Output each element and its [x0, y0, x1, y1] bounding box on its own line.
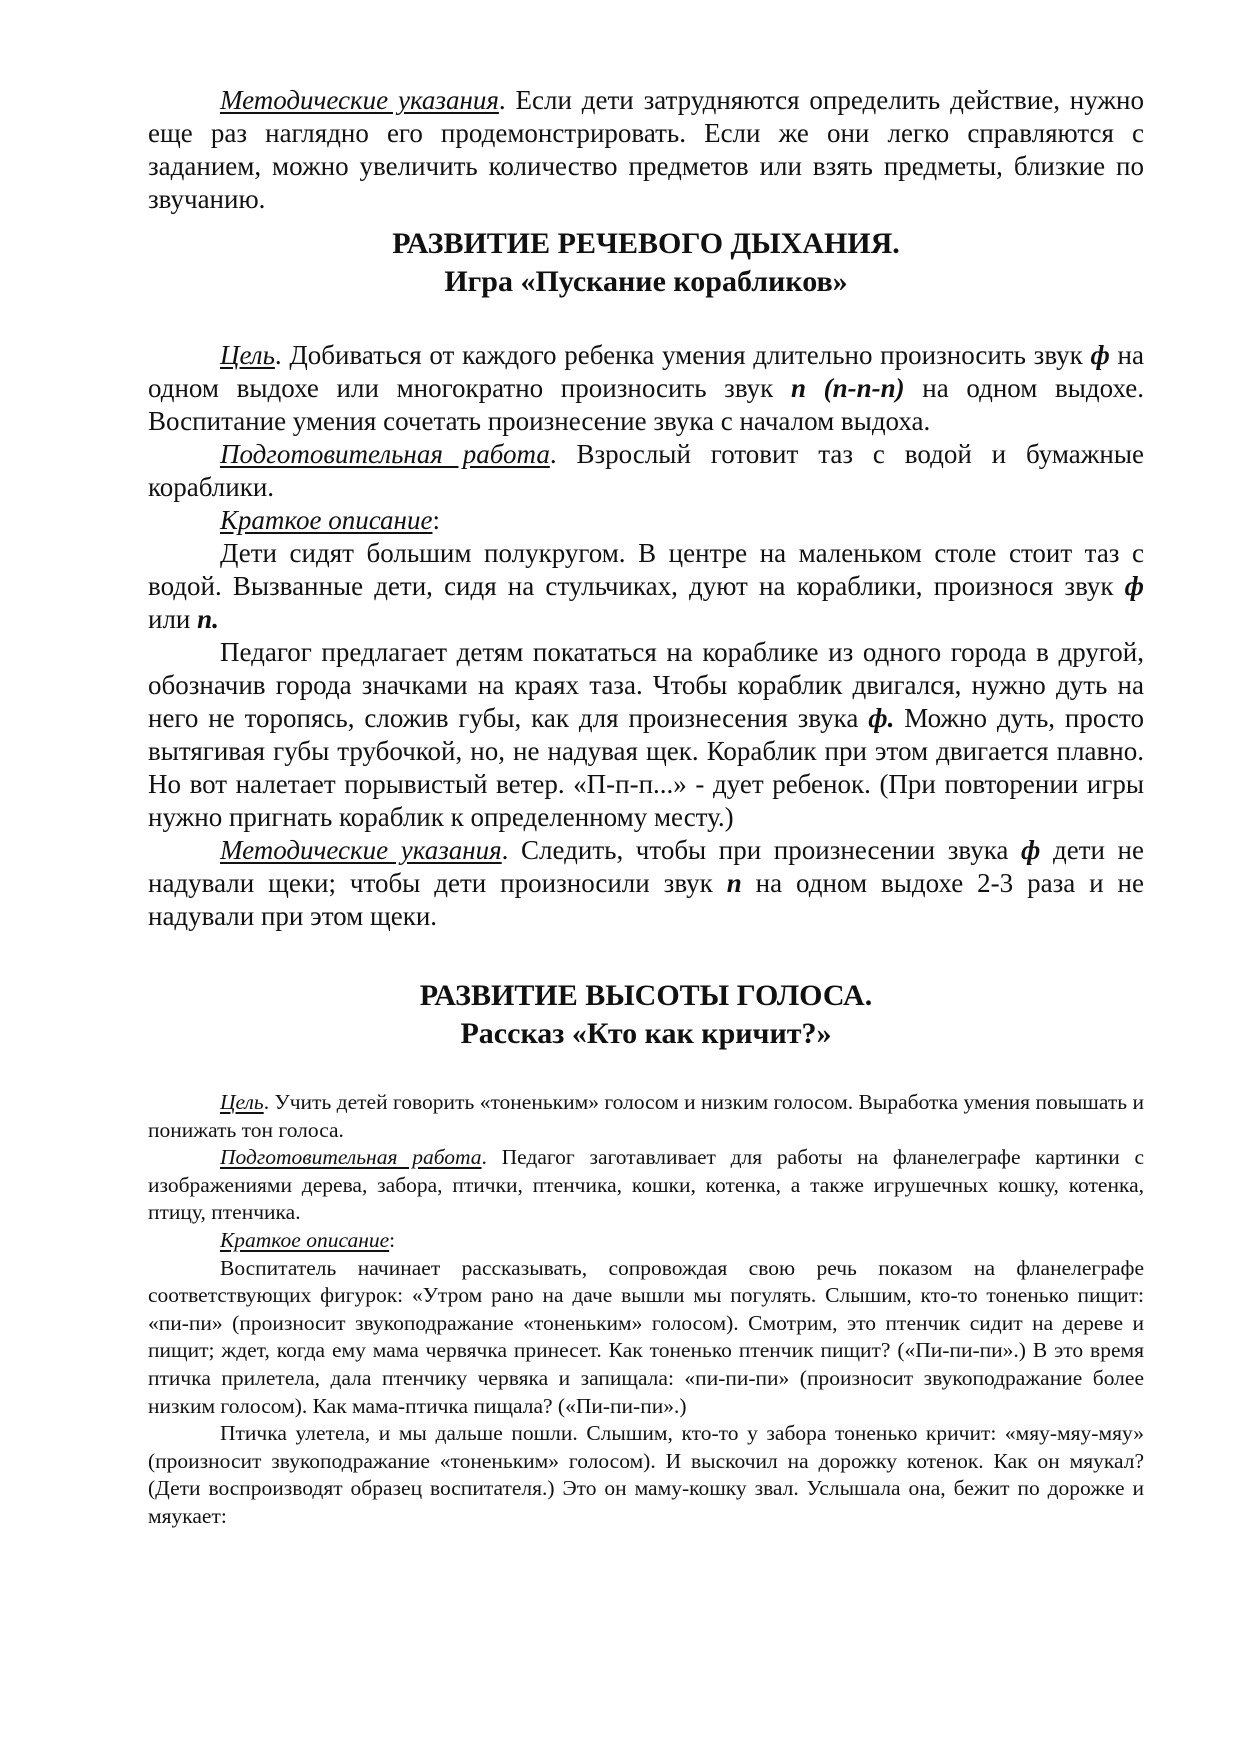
goal-text: . Учить детей говорить «тоненьким» голосом и низким голосом. Выработка умения повышать и понижать тон голоса. — [148, 1090, 1144, 1142]
section1-goal — [148, 339, 1144, 438]
goal-label: Цель — [220, 340, 275, 370]
section2-prep — [148, 1144, 1144, 1227]
desc-label: Краткое описание — [220, 1227, 390, 1252]
intro-text: . Если дети затрудняются определить действие, нужно еще раз наглядно его продемонстрировать. Если же они легко справляются с заданием, можно увеличить количество предметов или взять предметы, близкие по звучанию. — [148, 85, 1144, 214]
methodical-notes-label: Методические указания — [220, 835, 502, 865]
paragraph-text: Педагог предлагает детям покататься на кораблике из одного города в другой, обозначив города значками на краях таза. Чтобы кораблик двигался, нужно дуть на него не торопясь, сложив губы, как для произнесения звука — [148, 637, 1144, 733]
section2-title: РАЗВИТИЕ ВЫСОТЫ ГОЛОСА. — [419, 979, 873, 1012]
methodical-notes-label: Методические указания — [220, 85, 499, 115]
prep-text: . Взрослый готовит таз с водой и бумажные кораблики. — [148, 439, 1145, 502]
section2-desc-heading — [148, 1227, 1144, 1255]
paragraph-text: Дети сидят большим полукругом. В центре на маленьком столе стоит таз с водой. Вызванные дети, сидя на стульчиках, дуют на кораблики, произнося звук — [148, 538, 1144, 601]
desc-colon: : — [432, 505, 440, 535]
paragraph-text: или — [148, 604, 198, 634]
section1-desc-heading — [148, 504, 1144, 537]
section2-goal — [148, 1089, 1144, 1144]
paragraph-text: Можно дуть, просто вытягивая губы трубочкой, но, не надувая щек. Кораблик при этом двигается плавно. Но вот налетает порывистый ветер. «П-п-п...» - дует ребенок. (При повторении игры нужно пригнать кораблик к определенному месту.) — [148, 703, 1144, 832]
notes-text: . Следить, чтобы при произнесении звука — [501, 835, 1022, 865]
goal-label: Цель — [220, 1090, 264, 1114]
section2-subtitle: Рассказ «Кто как кричит?» — [460, 1017, 832, 1050]
goal-text: . Добиваться от каждого ребенка умения длительно произносить звук — [274, 340, 1091, 370]
intro-paragraph — [148, 84, 1144, 216]
desc-label: Краткое описание — [220, 505, 433, 535]
section1-notes — [148, 834, 1144, 933]
sound-symbol: ф — [1124, 571, 1144, 601]
notes-text: на одном выдохе 2-3 раза и не надували при этом щеки. — [148, 868, 1144, 931]
prep-label: Подготовительная работа — [220, 1145, 482, 1170]
sound-symbol: п — [726, 868, 742, 898]
section2-paragraph-1: Воспитатель начинает рассказывать, сопровождая свою речь показом на фланелеграфе соответствующих фигурок: «Утром рано на даче вышли мы погулять. Слышим, кто-то тоненько пищит: «пи-пи» (произносит звукоподражание «тоненьким» голосом). Смотрим, это птенчик сидит на дереве и пищит; ждет, когда ему мама червячка принесет. Как тоненько птенчик пищит? («Пи-пи-пи».) В это время птичка прилетела, дала птенчику червяка и запищала: «пи-пи-пи» (произносит звукоподражание более низким голосом). Как мама-птичка пищала? («Пи-пи-пи».) — [148, 1255, 1144, 1418]
document-page — [148, 84, 1144, 1531]
section1-paragraph-1 — [148, 537, 1144, 636]
sound-symbol: ф — [1090, 340, 1110, 370]
section1-prep — [148, 438, 1144, 504]
section1-title: РАЗВИТИЕ РЕЧЕВОГО ДЫХАНИЯ. — [392, 227, 900, 260]
goal-text: на одном выдохе или многократно произносить звук — [148, 340, 1144, 403]
section1-subtitle: Игра «Пускание корабликов» — [444, 265, 848, 298]
desc-colon: : — [389, 1227, 396, 1252]
notes-text: дети не надували щеки; чтобы дети произносили звук — [148, 835, 1144, 898]
prep-label: Подготовительная работа — [220, 439, 550, 469]
sound-symbol: ф. — [868, 703, 895, 733]
section1-paragraph-2 — [148, 636, 1144, 834]
goal-text: на одном выдохе. Воспитание умения сочетать произнесение звука с началом выдоха. — [148, 373, 1144, 436]
prep-text: . Педагог заготавливает для работы на фланелеграфе картинки с изображениями дерева, забора, птички, птенчика, кошки, котенка, а также игрушечных кошку, котенка, птицу, птенчика. — [148, 1145, 1144, 1225]
sound-symbol: ф — [1021, 835, 1041, 865]
section2-paragraph-2: Птичка улетела, и мы дальше пошли. Слышим, кто-то у забора тоненько кричит: «мяу-мяу-мяу» (произносит звукоподражание «тоненьким» голосом). И выскочил на дорожку котенок. Как он мяукал? (Дети воспроизводят образец воспитателя.) Это он маму-кошку звал. Услышала она, бежит по дорожке и мяукает: — [148, 1421, 1144, 1528]
sound-symbol: п (п-п-п) — [790, 373, 905, 403]
sound-symbol: п. — [197, 604, 219, 634]
